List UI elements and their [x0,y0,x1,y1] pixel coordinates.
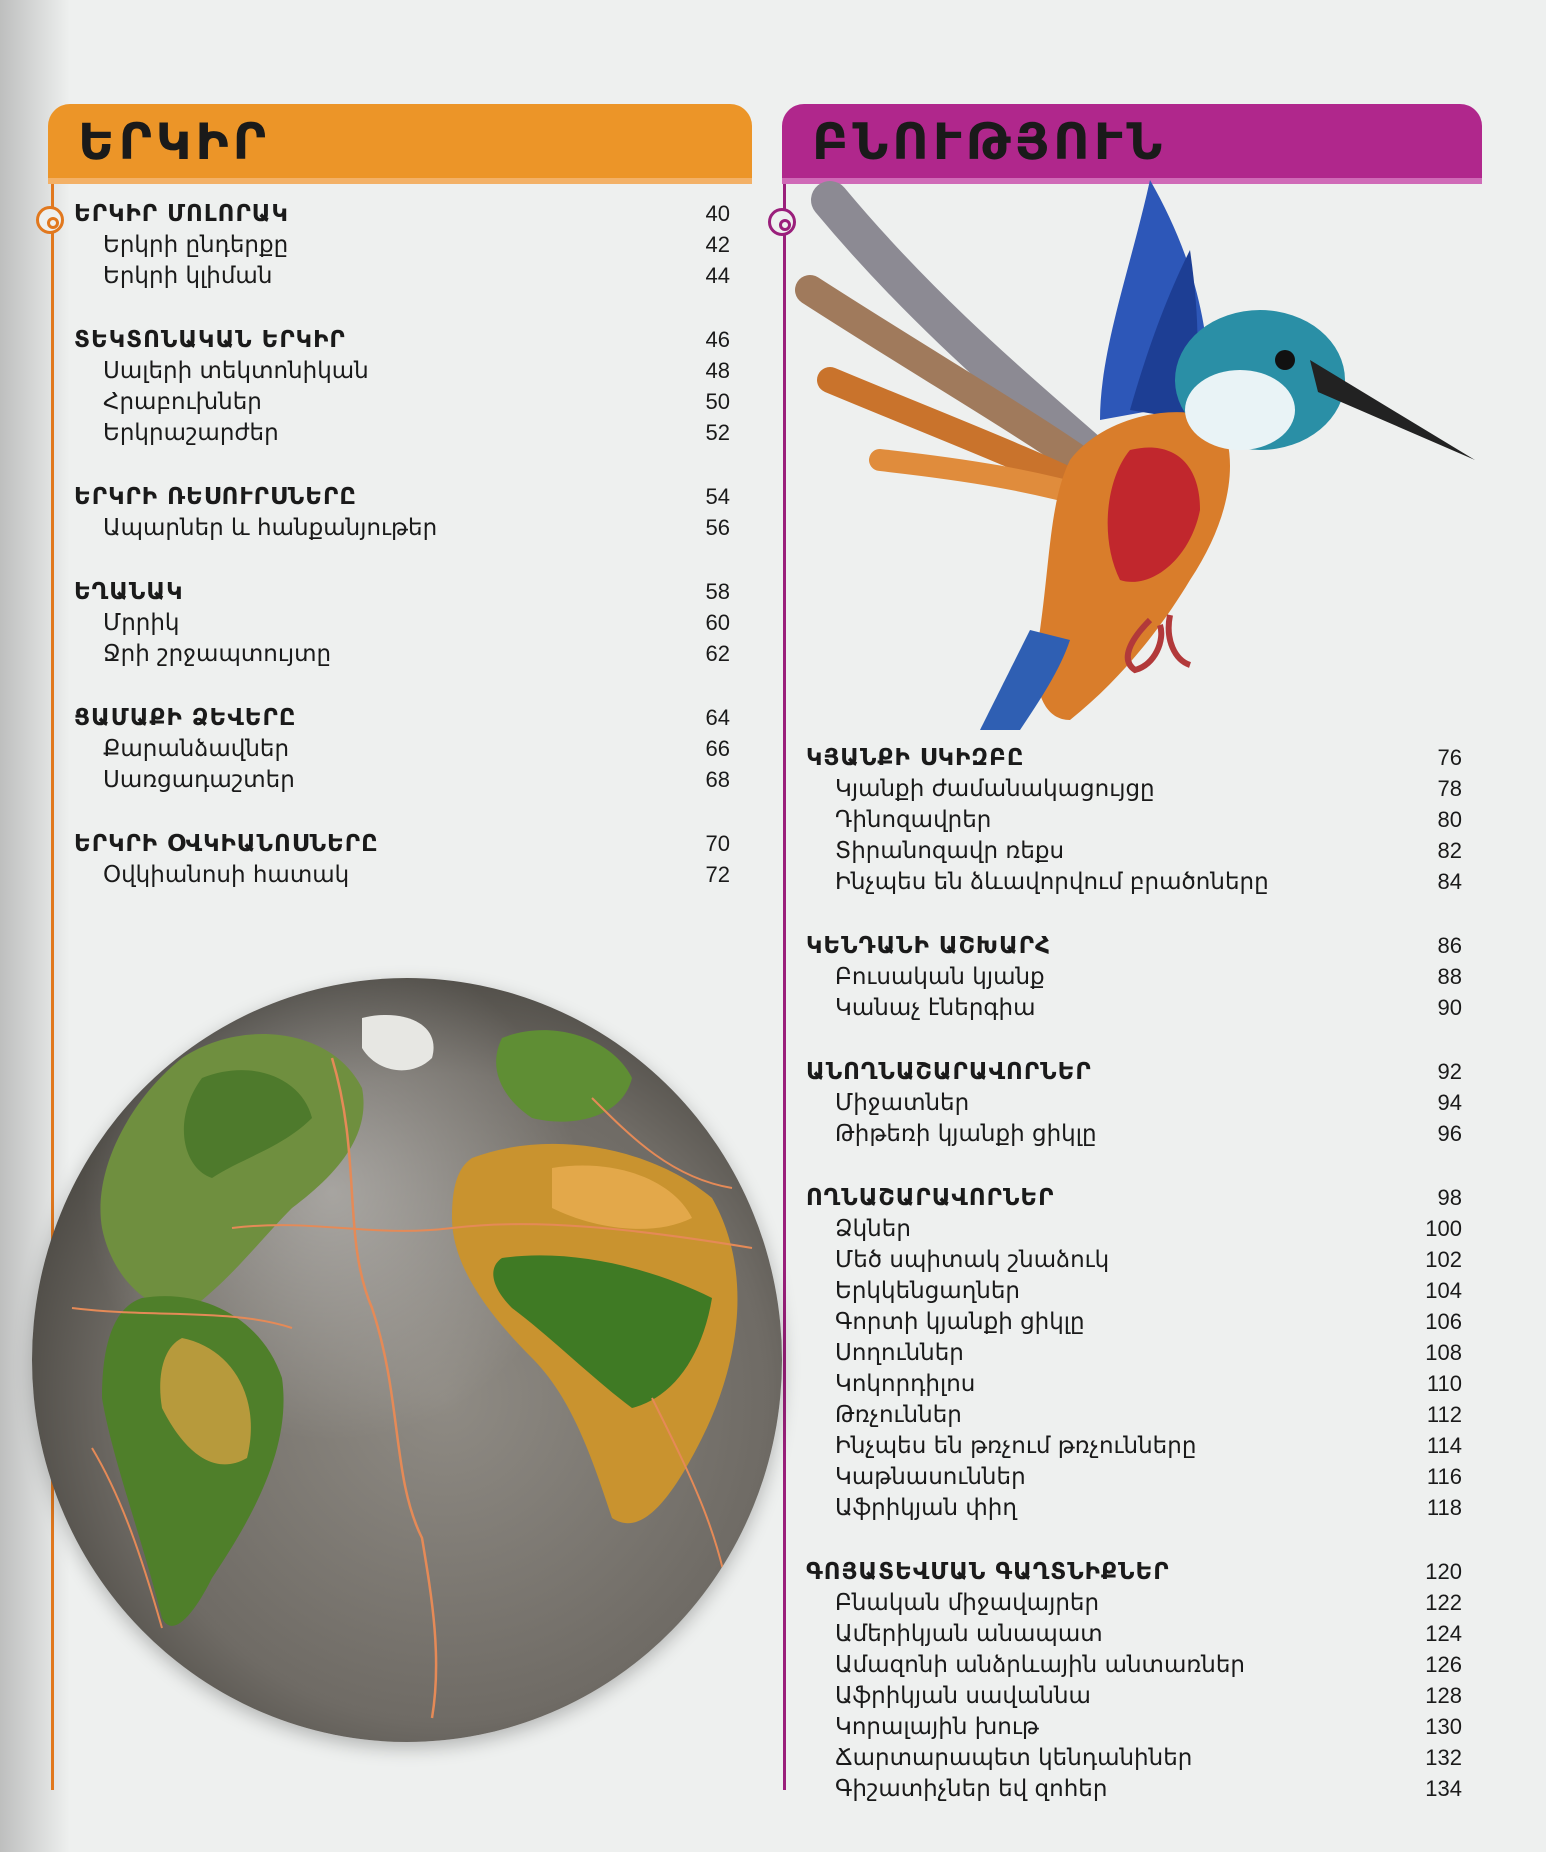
toc-entry-label: Կանաչ էներգիա [835,995,1036,1021]
toc-section-title: ՏԵԿՏՈՆԱԿԱՆ ԵՐԿԻՐ [74,327,346,353]
toc-section [806,1182,1462,1523]
toc-entry-label: Աֆրիկյան սավաննա [835,1683,1091,1709]
toc-page-number: 56 [705,515,730,540]
toc-entry [806,1742,1462,1773]
toc-section-title: ԵՐԿՐԻ ՕՎԿԻԱՆՈՍՆԵՐԸ [74,831,379,857]
toc-entry-label: Միջատներ [835,1090,970,1116]
toc-entry-label: Բուսական կյանք [835,964,1045,990]
toc-entry-label: Ինչպես են ձևավորվում բրածոները [835,869,1269,895]
toc-entry [806,1213,1462,1244]
toc-page-number: 132 [1425,1745,1462,1770]
toc-page-number: 88 [1437,964,1462,989]
toc-page-number: 54 [705,484,730,509]
toc-page-number: 86 [1437,933,1462,958]
toc-entry [806,1368,1462,1399]
toc-entry-label: Օվկիանոսի հատակ [103,862,350,888]
toc-entry [806,1773,1462,1804]
toc-section-row [74,576,730,607]
toc-section-title: ԿՅԱՆՔԻ ՍԿԻԶԲԸ [806,745,1025,771]
toc-entry-label: Ինչպես են թռչում թռչունները [835,1433,1197,1459]
toc-page-number: 92 [1437,1059,1462,1084]
toc-entry-label: Սալերի տեկտոնիկան [103,358,369,384]
toc-entry [806,1649,1462,1680]
toc-entry [806,961,1462,992]
toc-entry [74,764,730,795]
toc-entry-label: Երկկենցաղներ [835,1278,1021,1304]
toc-page-number: 58 [705,579,730,604]
toc-entry [74,733,730,764]
toc-section [74,576,730,669]
toc-entry [806,1711,1462,1742]
toc-section-row [806,1056,1462,1087]
toc-section [806,742,1462,897]
toc-section-title: ԿԵՆԴԱՆԻ ԱՇԽԱՐՀ [806,933,1051,959]
toc-page-number: 116 [1426,1464,1462,1489]
toc-entry-label: Ամերիկյան անապատ [835,1621,1103,1647]
earth-header-underline [48,178,752,184]
toc-page-number: 100 [1425,1216,1462,1241]
toc-section [74,702,730,795]
toc-page-number: 70 [705,831,730,856]
toc-page-number: 82 [1437,838,1462,863]
toc-entry [74,355,730,386]
toc-entry-label: Թիթեռի կյանքի ցիկլը [835,1121,1097,1147]
toc-entry-label: Աֆրիկյան փիղ [835,1495,1017,1521]
toc-page-number: 98 [1437,1185,1462,1210]
toc-entry-label: Մրրիկ [103,610,180,636]
toc-page-number: 44 [705,263,730,288]
toc-section [806,1556,1462,1804]
toc-section [74,198,730,291]
toc-page-number: 114 [1426,1433,1462,1458]
toc-entry-label: Ճարտարապետ կենդանիներ [835,1745,1193,1771]
toc-page-number: 78 [1437,776,1462,801]
toc-entry-label: Թռչուններ [835,1402,962,1428]
toc-page-number: 102 [1425,1247,1462,1272]
toc-page-number: 48 [705,358,730,383]
toc-section-row [74,702,730,733]
toc-page-number: 134 [1425,1776,1462,1801]
toc-page-number: 80 [1437,807,1462,832]
toc-section [806,930,1462,1023]
toc-entry [806,1430,1462,1461]
toc-page-number: 46 [705,327,730,352]
toc-page-number: 94 [1437,1090,1462,1115]
toc-section-title: ԵՐԿՐԻ ՌԵՍՈՒՐՍՆԵՐԸ [74,484,357,510]
toc-entry [74,607,730,638]
toc-entry [74,859,730,890]
toc-entry [74,260,730,291]
toc-entry-label: Սառցադաշտեր [103,767,295,793]
toc-entry-label: Երկրի կլիման [103,263,273,289]
toc-page-number: 104 [1425,1278,1462,1303]
toc-entry [806,1461,1462,1492]
toc-entry-label: Ջրի շրջապտույտը [103,641,332,667]
toc-entry [806,773,1462,804]
toc-entry [806,866,1462,897]
toc-section [806,1056,1462,1149]
toc-page-number: 124 [1425,1621,1462,1646]
toc-entry-label: Կոկորդիլոս [835,1371,976,1397]
toc-section-row [74,481,730,512]
toc-page-number: 60 [705,610,730,635]
toc-entry-label: Երկրի ընդերքը [103,232,289,258]
toc-entry-label: Սողուններ [835,1340,964,1366]
toc-page-number: 42 [705,232,730,257]
toc-section-row [74,828,730,859]
toc-entry [74,417,730,448]
toc-section-title: ԱՆՈՂՆԱՇԱՐԱՎՈՐՆԵՐ [806,1059,1092,1085]
toc-entry [806,1587,1462,1618]
toc-page-number: 106 [1425,1309,1462,1334]
toc-page-number: 130 [1425,1714,1462,1739]
kingfisher-graphic [770,160,1480,730]
toc-entry [806,992,1462,1023]
toc-section-row [806,930,1462,961]
toc-entry-label: Կորալային խութ [835,1714,1039,1740]
toc-page-number: 128 [1425,1683,1462,1708]
toc-page-number: 126 [1425,1652,1462,1677]
toc-page-number: 108 [1425,1340,1462,1365]
toc-section-row [74,324,730,355]
toc-page-number: 84 [1437,869,1462,894]
toc-entry-label: Գիշատիչներ եվ զոհեր [835,1776,1108,1802]
toc-section [74,324,730,448]
earth-globe-image [32,978,782,1742]
toc-entry [806,1618,1462,1649]
toc-section-row [74,198,730,229]
toc-section-title: ՑԱՄԱՔԻ ՁԵՎԵՐԸ [74,705,297,731]
toc-entry-label: Բնական միջավայրեր [835,1590,1100,1616]
toc-page-number: 112 [1426,1402,1462,1427]
toc-section-row [806,1182,1462,1213]
toc-entry [806,1118,1462,1149]
toc-page-number: 52 [705,420,730,445]
toc-section [74,828,730,890]
nature-toc [806,742,1462,1837]
toc-page-number: 66 [705,736,730,761]
toc-entry-label: Գորտի կյանքի ցիկլը [835,1309,1085,1335]
toc-entry-label: Կյանքի ժամանակացույցը [835,776,1155,802]
earth-toc [74,198,730,923]
toc-section-row [806,742,1462,773]
toc-entry-label: Ձկներ [835,1216,911,1242]
toc-entry [74,229,730,260]
earth-section-header: ԵՐԿԻՐ [48,104,752,180]
toc-entry-label: Դինոզավրեր [835,807,992,833]
nature-section-header: ԲՆՈՒԹՅՈՒՆ [782,104,1482,180]
toc-entry-label: Ամազոնի անձրևային անտառներ [835,1652,1245,1678]
toc-page-number: 118 [1426,1495,1462,1520]
toc-entry-label: Երկրաշարժեր [103,420,279,446]
toc-section [74,481,730,543]
toc-entry [806,1399,1462,1430]
toc-page-number: 68 [705,767,730,792]
toc-entry-label: Ապարներ և հանքանյութեր [103,515,438,541]
toc-page-number: 110 [1426,1371,1462,1396]
toc-entry [806,1306,1462,1337]
toc-entry [806,1087,1462,1118]
toc-section-title: ԵՂԱՆԱԿ [74,579,184,605]
globe-continents-graphic [32,978,782,1742]
toc-entry [74,512,730,543]
toc-entry [806,1337,1462,1368]
toc-page-number: 120 [1425,1559,1462,1584]
toc-section-title: ՈՂՆԱՇԱՐԱՎՈՐՆԵՐ [806,1185,1055,1211]
toc-entry-label: Մեծ սպիտակ շնաձուկ [835,1247,1110,1273]
earth-bullet-icon [36,206,64,234]
toc-entry [74,638,730,669]
toc-entry-label: Կաթնասուններ [835,1464,1026,1490]
toc-section-row [806,1556,1462,1587]
toc-page-number: 122 [1425,1590,1462,1615]
toc-entry [806,804,1462,835]
toc-entry [806,1492,1462,1523]
toc-page-number: 62 [705,641,730,666]
toc-page-number: 96 [1437,1121,1462,1146]
toc-entry-label: Տիրանոզավր ռեքս [835,838,1065,864]
toc-section-title: ԳՈՅԱՏԵՎՄԱՆ ԳԱՂՏՆԻՔՆԵՐ [806,1559,1170,1585]
toc-page-number: 64 [705,705,730,730]
kingfisher-image [770,160,1480,730]
toc-page-number: 40 [705,201,730,226]
toc-page-number: 72 [705,862,730,887]
toc-page-number: 76 [1437,745,1462,770]
toc-entry [806,1275,1462,1306]
toc-entry [806,835,1462,866]
toc-page-number: 90 [1437,995,1462,1020]
toc-entry-label: Քարանձավներ [103,736,290,762]
toc-entry [806,1680,1462,1711]
toc-entry [74,386,730,417]
toc-entry-label: Հրաբուխներ [103,389,262,415]
toc-page-number: 50 [705,389,730,414]
toc-entry [806,1244,1462,1275]
toc-section-title: ԵՐԿԻՐ ՄՈԼՈՐԱԿ [74,201,289,227]
